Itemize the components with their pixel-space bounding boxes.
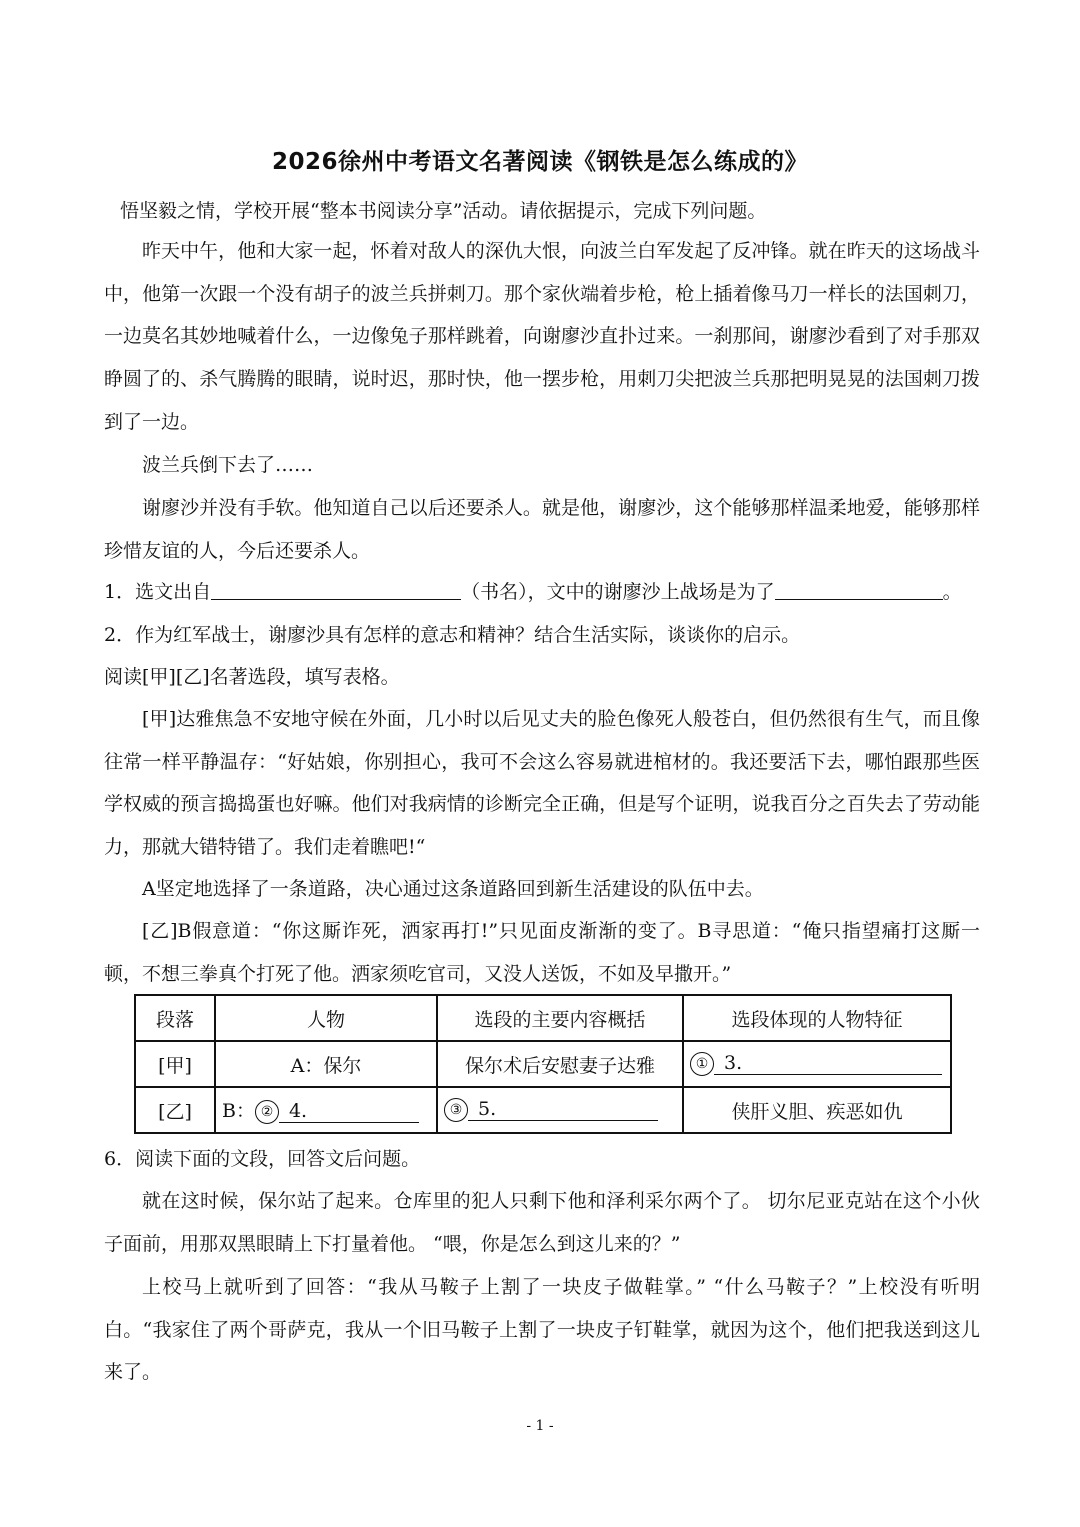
answer-table <box>134 994 952 1134</box>
passage1-paragraph3: 谢廖沙并没有手软。他知道自己以后还要杀人。就是他，谢廖沙，这个能够那样温柔地爱，能够那样珍惜友谊的人，今后还要杀人。 <box>104 497 980 562</box>
header-paragraph: 段落 <box>135 995 215 1041</box>
answer-blank-5[interactable]: 5. <box>468 1098 658 1121</box>
header-summary: 选段的主要内容概括 <box>437 995 683 1041</box>
cell-yi-summary <box>437 1087 683 1133</box>
document-title: 2026徐州中考语文名著阅读《钢铁是怎么练成的》 <box>271 149 808 175</box>
question-6: 6．阅读下面的文段，回答文后问题。 <box>104 1148 421 1170</box>
answer-blank-book[interactable] <box>211 577 461 600</box>
passage3-paragraph1: 就在这时候，保尔站了起来。仓库里的犯人只剩下他和泽利采尔两个了。 切尔尼亚克站在这个小伙子面前，用那双黑眼睛上下打量着他。 “喂，你是怎么到这儿来的？” <box>104 1190 980 1255</box>
cell-yi-person <box>215 1087 437 1133</box>
table-header-row <box>135 995 951 1041</box>
question-2: 2．作为红军战士，谢廖沙具有怎样的意志和精神？结合生活实际，谈谈你的启示。 <box>104 624 801 646</box>
passage1-paragraph2: 波兰兵倒下去了…… <box>142 454 314 476</box>
cell-jia-trait <box>683 1041 951 1087</box>
table-row-yi <box>135 1087 951 1133</box>
table-row-jia <box>135 1041 951 1087</box>
circle-number-1: ① <box>690 1052 714 1076</box>
passage2-yi: [乙]B假意道：“你这厮诈死，洒家再打!”只见面皮渐渐的变了。B寻思道：“俺只指望痛打这厮一顿，不想三拳真个打死了他。洒家须吃官司，又没人送饭，不如及早撒开。” <box>104 920 980 985</box>
answer-blank-4[interactable]: 4. <box>279 1100 419 1123</box>
passage3-paragraph2: 上校马上就听到了回答：“我从马鞍子上割了一块皮子做鞋掌。” “什么马鞍子？”上校没有听明白。“我家住了两个哥萨克，我从一个旧马鞍子上割了一块皮子钉鞋掌，就因为这个，他们把我送到这儿来了。 <box>104 1276 980 1384</box>
header-person: 人物 <box>215 995 437 1041</box>
header-trait: 选段体现的人物特征 <box>683 995 951 1041</box>
passage2-a-line: A坚定地选择了一条道路，决心通过这条道路回到新生活建设的队伍中去。 <box>142 878 764 900</box>
table-instruction: 阅读[甲][乙]名著选段，填写表格。 <box>104 666 400 688</box>
person-b-prefix: B： <box>222 1100 255 1122</box>
cell-yi-trait: 侠肝义胆、疾恶如仇 <box>683 1087 951 1133</box>
cell-jia-summary: 保尔术后安慰妻子达雅 <box>437 1041 683 1087</box>
answer-blank-3[interactable]: 3. <box>714 1052 942 1075</box>
cell-yi-paragraph: [乙] <box>135 1087 215 1133</box>
answer-blank-purpose[interactable] <box>775 577 943 600</box>
circle-number-3: ③ <box>444 1098 468 1122</box>
cell-jia-paragraph: [甲] <box>135 1041 215 1087</box>
intro-text: 悟坚毅之情，学校开展“整本书阅读分享”活动。请依据提示，完成下列问题。 <box>120 200 767 222</box>
page-number: - 1 - <box>526 1418 554 1434</box>
question-1 <box>104 571 980 613</box>
circle-number-2: ② <box>255 1100 279 1124</box>
question-1-part-c: 。 <box>942 581 962 603</box>
passage1-paragraph1: 昨天中午，他和大家一起，怀着对敌人的深仇大恨，向波兰白军发起了反冲锋。就在昨天的这场战斗中，他第一次跟一个没有胡子的波兰兵拼刺刀。那个家伙端着步枪，枪上插着像马刀一样长的法国刺刀，一边莫名其妙地喊着什么，一边像兔子那样跳着，向谢廖沙直扑过来。一刹那间，谢廖沙看到了对手那双睁圆了的、杀气腾腾的眼睛，说时迟，那时快，他一摆步枪，用刺刀尖把波兰兵那把明晃晃的法国刺刀拨到了一边。 <box>104 240 980 433</box>
question-1-part-b: （书名），文中的谢廖沙上战场是为了 <box>461 581 775 603</box>
passage2-jia: [甲]达雅焦急不安地守候在外面，几小时以后见丈夫的脸色像死人般苍白，但仍然很有生气，而且像往常一样平静温存：“好姑娘，你别担心，我可不会这么容易就进棺材的。我还要活下去，哪怕跟那些医学权威的预言捣捣蛋也好嘛。他们对我病情的诊断完全正确，但是写个证明，说我百分之百失去了劳动能力，那就大错特错了。我们走着瞧吧!“ <box>104 708 980 859</box>
question-1-part-a: 1．选文出自 <box>104 581 212 603</box>
cell-jia-person: A：保尔 <box>215 1041 437 1087</box>
